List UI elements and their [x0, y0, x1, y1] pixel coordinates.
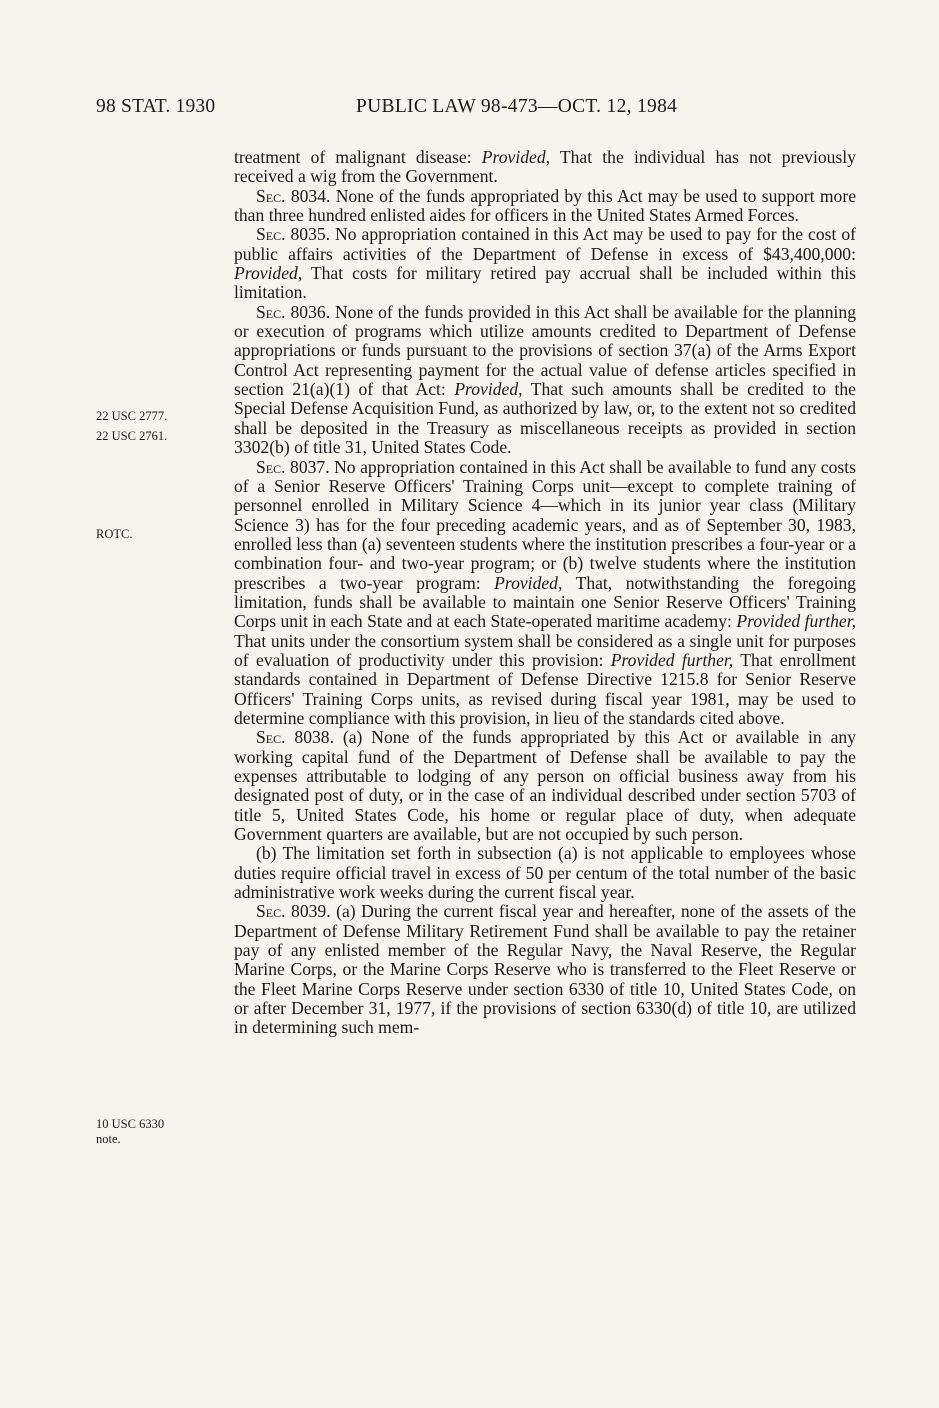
paragraph — [234, 728, 856, 844]
statute-page-number: 98 STAT. 1930 — [96, 96, 216, 117]
paragraph-text: 8039. (a) During the current fiscal year and hereafter, none of the assets of the Department of Defense Military Retirement Fund shall be available to pay the retainer pay of any enlisted member of the Regular Navy, the Naval Reserve, the Regular Marine Corps, or the Marine Corps Reserve who is transferred to the Fleet Reserve or the Fleet Marine Corps Reserve under section 6330 of title 10, United States Code, on or after December 31, 1977, if the provisions of section 6330(d) of title 10, are utilized in determining such mem- — [234, 901, 856, 1038]
paragraph — [234, 225, 856, 302]
paragraph — [234, 844, 856, 902]
section-label: Sec. — [256, 727, 286, 748]
paragraph-text: That the individual has not previously received a wig from the Government. — [234, 147, 856, 187]
proviso-text: Provided, — [234, 263, 303, 284]
paragraph-text: 8038. (a) None of the funds appropriated by this Act or available in any working capital fund of the Department of Defense shall be available to pay the expenses attributable to lodging of any person on official business away from his designated post of duty, or in the case of an individual described under section 5703 of title 5, United States Code, his home or regular place of duty, when adequate Government quarters are available, but are not occupied by such person. — [234, 727, 856, 845]
page-header — [96, 96, 856, 126]
margin-note-10-usc-6330 — [96, 1117, 216, 1147]
paragraph-text: 8034. None of the funds appropriated by this Act may be used to support more than three hundred enlisted aides for officers in the United States Armed Forces. — [234, 185, 856, 226]
paragraph-text: That enrollment standards contained in Department of Defense Directive 1215.8 for Senior Reserve Officers' Training Corps units, as revised during fiscal year 1981, may be used to determine compliance with this provision, in lieu of the standards cited above. — [234, 649, 856, 728]
paragraph-text: (b) The limitation set forth in subsection (a) is not applicable to employees whose duties require official travel in excess of 50 per centum of the total number of the basic administrative work weeks during the current fiscal year. — [234, 843, 856, 903]
paragraph-text: That units under the consortium system shall be considered as a single unit for purposes of evaluation of productivity under this provision: — [234, 630, 856, 670]
section-label: Sec. — [256, 301, 286, 322]
paragraph-text: 8035. No appropriation contained in this Act may be used to pay for the cost of public affairs activities of the Department of Defense in excess of $43,400,000: — [234, 224, 856, 264]
paragraph-text: 8037. No appropriation contained in this Act shall be available to fund any costs of a Senior Reserve Officers' Training Corps unit—except to complete training of personnel enrolled in Military Science 4—which in its junior year class (Military Science 3) has for the four preceding academic years, and as of September 30, 1983, enrolled less than (a) seventeen students where the institution prescribes a four-year or a combination four- and two-year program; or (b) twelve students where the institution prescribes a two-year program: — [234, 456, 856, 593]
section-label: Sec. — [256, 185, 286, 206]
proviso-text: Provided, — [481, 147, 551, 167]
paragraph-text: 8036. None of the funds provided in this Act shall be available for the planning or execution of programs which utilize amounts credited to Department of Defense appropriations or funds pursuant to the provisions of section 37(a) of the Arms Export Control Act representing payment for the actual value of defense articles specified in section 21(a)(1) of that Act: — [234, 301, 856, 400]
paragraph — [234, 902, 856, 1037]
running-head-title: PUBLIC LAW 98-473—OCT. 12, 1984 — [356, 96, 678, 117]
section-label: Sec. — [256, 456, 286, 477]
paragraph — [234, 458, 856, 729]
statute-body — [234, 148, 856, 1038]
proviso-text: Provided, — [454, 379, 523, 400]
margin-note-line: 10 USC 6330 — [96, 1117, 165, 1131]
paragraph-text: That, notwithstanding the foregoing limitation, funds shall be available to maintain one Senior Reserve Officers' Training Corps unit in each State and at each State-operated maritime academy: — [234, 572, 856, 632]
proviso-text: Provided further, — [610, 649, 734, 670]
section-label: Sec. — [256, 224, 286, 245]
margin-note-rotc: ROTC. — [96, 527, 133, 541]
margin-note-22-usc-2761: 22 USC 2761. — [96, 429, 168, 443]
paragraph — [234, 187, 856, 226]
proviso-text: Provided further, — [736, 611, 856, 632]
paragraph-text: That such amounts shall be credited to the Special Defense Acquisition Fund, as authorized by law, or, to the extent not so credited shall be deposited in the Treasury as miscellaneous receipts as provided in section 3302(b) of title 31, United States Code. — [234, 379, 856, 458]
paragraph — [234, 303, 856, 458]
paragraph-text: That costs for military retired pay accrual shall be included within this limitation. — [234, 263, 856, 303]
margin-note-22-usc-2777: 22 USC 2777. — [96, 409, 168, 423]
margin-note-line: note. — [96, 1132, 121, 1146]
paragraph-text: treatment of malignant disease: — [234, 147, 482, 167]
paragraph — [234, 148, 856, 187]
section-label: Sec. — [256, 901, 286, 922]
proviso-text: Provided, — [494, 572, 563, 593]
